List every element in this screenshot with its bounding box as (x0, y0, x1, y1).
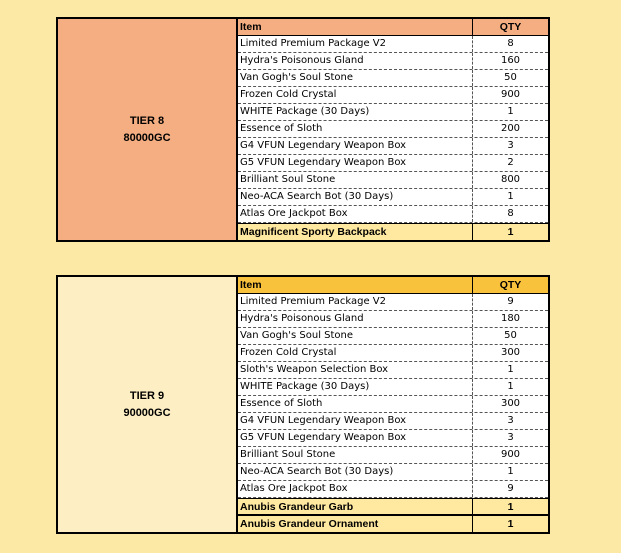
table-row (238, 447, 548, 464)
qty-cell: 3 (507, 140, 514, 151)
item-cell: G4 VFUN Legendary Weapon Box (238, 138, 473, 154)
table-row (238, 206, 548, 223)
table-row (238, 311, 548, 328)
qty-cell: 1 (507, 466, 514, 477)
item-cell: Essence of Sloth (238, 396, 473, 412)
table-row (238, 36, 548, 53)
table-row (238, 172, 548, 189)
qty-cell: 9 (507, 483, 514, 494)
reward-row (238, 223, 548, 240)
table-row (238, 413, 548, 430)
qty-cell: 1 (507, 518, 514, 530)
item-cell: Anubis Grandeur Garb (238, 499, 473, 514)
item-cell: G5 VFUN Legendary Weapon Box (238, 155, 473, 171)
table-row (238, 464, 548, 481)
qty-cell: QTY (499, 279, 522, 291)
item-cell: Brilliant Soul Stone (238, 447, 473, 463)
table-row (238, 70, 548, 87)
table-row (238, 121, 548, 138)
qty-cell: 8 (507, 208, 514, 219)
item-cell: Item (238, 277, 473, 293)
item-cell: Frozen Cold Crystal (238, 87, 473, 103)
item-cell: G4 VFUN Legendary Weapon Box (238, 413, 473, 429)
tier-8-table (238, 19, 548, 240)
item-cell: Van Gogh's Soul Stone (238, 70, 473, 86)
qty-cell: 2 (507, 157, 514, 168)
item-cell: Hydra's Poisonous Gland (238, 311, 473, 327)
table-row (238, 53, 548, 70)
tier-8-block (56, 17, 550, 242)
tier-9-block (56, 275, 550, 534)
item-cell: Essence of Sloth (238, 121, 473, 137)
item-cell: Item (238, 19, 473, 35)
qty-cell: 1 (507, 226, 514, 238)
table-row (238, 138, 548, 155)
item-cell: Atlas Ore Jackpot Box (238, 206, 473, 222)
qty-cell: 50 (504, 330, 517, 341)
table-header-row (238, 19, 548, 36)
qty-cell: 200 (500, 123, 521, 134)
table-row (238, 430, 548, 447)
item-cell: WHITE Package (30 Days) (238, 379, 473, 395)
tier-9-table (238, 277, 548, 532)
item-cell: Frozen Cold Crystal (238, 345, 473, 361)
qty-cell: 1 (507, 106, 514, 117)
qty-cell: 8 (507, 38, 514, 49)
item-cell: Limited Premium Package V2 (238, 294, 473, 310)
item-cell: G5 VFUN Legendary Weapon Box (238, 430, 473, 446)
table-row (238, 345, 548, 362)
qty-cell: 900 (500, 89, 521, 100)
item-cell: Brilliant Soul Stone (238, 172, 473, 188)
qty-cell: 300 (500, 398, 521, 409)
qty-cell: 300 (500, 347, 521, 358)
tier-9-name: TIER 9 (129, 389, 165, 402)
table-row (238, 481, 548, 498)
tier-8-name: TIER 8 (129, 114, 165, 127)
table-header-row (238, 277, 548, 294)
reward-row (238, 515, 548, 532)
qty-cell: 3 (507, 415, 514, 426)
table-row (238, 362, 548, 379)
table-row (238, 104, 548, 121)
qty-cell: 50 (504, 72, 517, 83)
table-row (238, 294, 548, 311)
item-cell: WHITE Package (30 Days) (238, 104, 473, 120)
table-row (238, 189, 548, 206)
table-row (238, 87, 548, 104)
qty-cell: 1 (507, 364, 514, 375)
qty-cell: 1 (507, 191, 514, 202)
qty-cell: 160 (500, 55, 521, 66)
tier-8-label (58, 19, 238, 240)
qty-cell: 900 (500, 449, 521, 460)
item-cell: Atlas Ore Jackpot Box (238, 481, 473, 497)
item-cell: Hydra's Poisonous Gland (238, 53, 473, 69)
qty-cell: 1 (507, 381, 514, 392)
qty-cell: 3 (507, 432, 514, 443)
item-cell: Limited Premium Package V2 (238, 36, 473, 52)
table-row (238, 379, 548, 396)
table-row (238, 328, 548, 345)
item-cell: Sloth's Weapon Selection Box (238, 362, 473, 378)
item-cell: Van Gogh's Soul Stone (238, 328, 473, 344)
item-cell: Neo-ACA Search Bot (30 Days) (238, 464, 473, 480)
qty-cell: 1 (507, 501, 514, 513)
tier-8-price: 80000GC (123, 131, 171, 144)
item-cell: Anubis Grandeur Ornament (238, 516, 473, 532)
table-row (238, 396, 548, 413)
tier-9-label (58, 277, 238, 532)
qty-cell: 800 (500, 174, 521, 185)
reward-row (238, 498, 548, 515)
qty-cell: 180 (500, 313, 521, 324)
table-row (238, 155, 548, 172)
qty-cell: 9 (507, 296, 514, 307)
qty-cell: QTY (499, 21, 522, 33)
item-cell: Neo-ACA Search Bot (30 Days) (238, 189, 473, 205)
tier-9-price: 90000GC (123, 406, 171, 419)
item-cell: Magnificent Sporty Backpack (238, 224, 473, 240)
